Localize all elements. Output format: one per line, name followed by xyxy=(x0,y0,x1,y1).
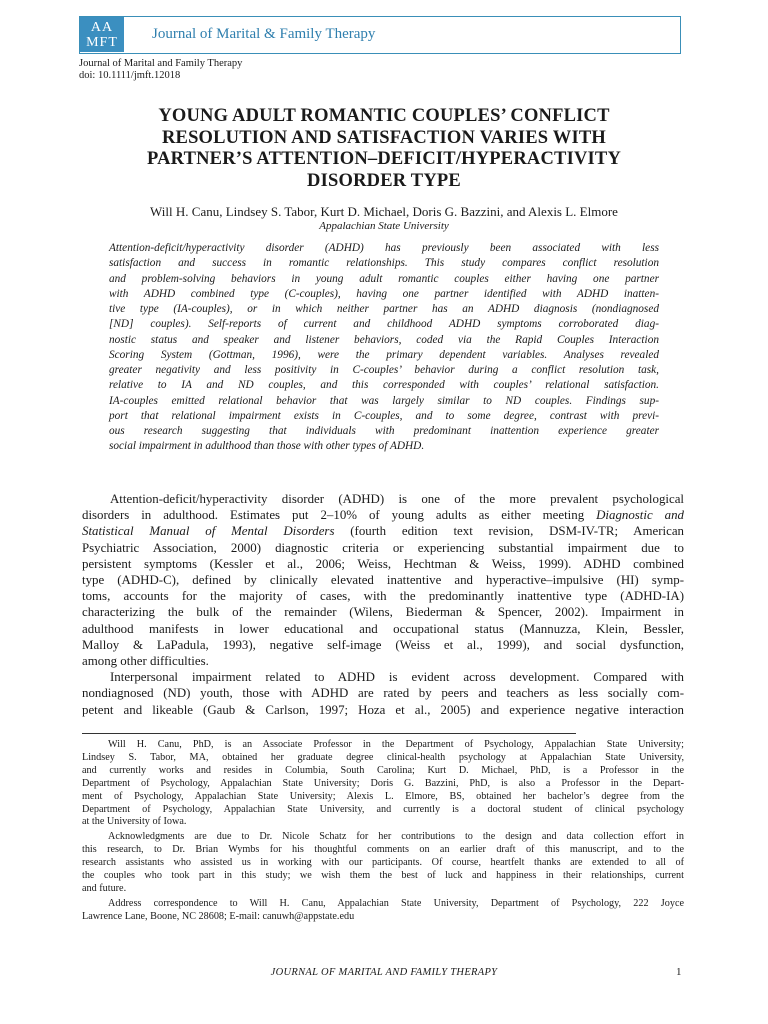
abstract-line: with ADHD combined type (C-couples), having one partner identified with ADHD inatten- xyxy=(109,287,659,300)
abstract-line: ous research suggesting that individuals with predominant inattention experience greater xyxy=(109,425,659,437)
title-line: YOUNG ADULT ROMANTIC COUPLES’ CONFLICT xyxy=(158,106,610,126)
title-line: RESOLUTION AND SATISFACTION VARIES WITH xyxy=(161,127,607,148)
abstract xyxy=(109,241,659,455)
body-line: toms, accounts for the majority of cases, with the predominantly inattentive type (ADHD-IA) xyxy=(82,589,684,604)
title-line: DISORDER TYPE xyxy=(307,170,461,191)
body-line: petent and likeable (Gaub & Carlson, 1997; Hoza et al., 2005) and experience negative interaction xyxy=(82,702,684,717)
aamft-logo xyxy=(80,17,124,52)
body-line: Interpersonal impairment related to ADHD is evident across development. Compared with xyxy=(110,670,684,685)
footnote-line: at the University of Iowa. xyxy=(82,816,187,828)
abstract-line: Scoring System (Gottman, 1996), were the primary dependent variables. Analyses revealed xyxy=(109,348,659,361)
abstract-line: social impairment in adulthood than those with other types of ADHD. xyxy=(109,440,425,453)
abstract-line: IA-couples emitted relational behavior that was largely similar to ND couples. Findings sup- xyxy=(109,394,659,407)
article-meta xyxy=(79,58,242,82)
manual-title-italic: Statistical Manual of Mental Disorders xyxy=(82,524,335,539)
abstract-line: port that relational impairment exists in C-couples, and to some degree, contrast with previ- xyxy=(109,409,659,422)
body-line: Psychiatric Association, 2000) diagnostic criteria or experiencing substantial impairment due to xyxy=(82,540,684,555)
body-text-segment: disorders in adulthood. Estimates put 2–10% of young adults as either meeting xyxy=(82,508,597,523)
footnote-line: the couples who took part in this study; we wish them the best of luck and happiness in their relationships, current xyxy=(82,870,684,882)
body-line xyxy=(82,507,684,523)
abstract-line: Attention-deficit/hyperactivity disorder (ADHD) has previously been associated with less xyxy=(109,242,659,254)
footnote-line: Acknowledgments are due to Dr. Nicole Schatz for her contributions to the design and data collection effort in xyxy=(108,831,684,843)
abstract-line: nostic status and speaker and listener behaviors, coded via the Rapid Couples Interaction xyxy=(109,333,659,346)
footnote-line: Address correspondence to Will H. Canu, Appalachian State University, Department of Psychology, 222 Joyce xyxy=(108,897,684,909)
title-line: PARTNER’S ATTENTION–DEFICIT/HYPERACTIVITY xyxy=(146,149,622,169)
body-line xyxy=(82,523,684,539)
body-line: Attention-deficit/hyperactivity disorder (ADHD) is one of the more prevalent psychological xyxy=(110,492,684,506)
affiliation: Appalachian State University xyxy=(319,220,449,232)
journal-header-banner xyxy=(79,16,681,54)
body-line: adulthood manifests in lower educational and occupational status (Mannuzza, Klein, Bessler, xyxy=(82,621,684,636)
abstract-line: tive type (IA-couples), or in which neither partner has an ADHD diagnosis (nondiagnosed xyxy=(109,303,659,315)
doi-link[interactable]: doi: 10.1111/jmft.12018 xyxy=(79,70,181,81)
logo-line-1: AA xyxy=(90,20,114,35)
footnote-line: this research, to Dr. Brian Wymbs for his thoughtful comments on an earlier draft of this manuscript, and to the xyxy=(82,844,684,856)
abstract-line: and problem-solving behaviors in young adult romantic couples either having one partner xyxy=(109,272,659,285)
author-info-note xyxy=(82,739,684,829)
journal-title: Journal of Marital & Family Therapy xyxy=(152,26,376,42)
footnote-line: research assistants who assisted us in working with our participants. Of course, heartfelt thanks are extended to all of xyxy=(82,857,684,869)
body-line: nondiagnosed (ND) youth, those with ADHD are rated by peers and teachers as less socially com- xyxy=(82,686,684,701)
body-text-segment: (fourth edition text revision, DSM-IV-TR; American xyxy=(334,524,685,539)
footnote-line: and future. xyxy=(82,882,127,894)
article-title xyxy=(82,106,686,192)
footnote-line: and currently works and resides in Columbia, South Carolina; Kurt D. Michael, PhD, is a Professor in the xyxy=(82,764,684,776)
abstract-line: greater negativity and less positivity in C-couples’ behavior during a conflict resolution task, xyxy=(109,364,659,376)
abstract-line: [ND] couples). Self-reports of current and childhood ADHD symptoms corroborated diag- xyxy=(109,318,659,331)
correspondence-note xyxy=(82,898,684,924)
footnote-divider xyxy=(82,733,576,734)
footnote-line: Department of Psychology, Appalachian State University, and currently is a doctoral student of clinical psychology xyxy=(82,803,684,815)
page-number: 1 xyxy=(676,966,682,978)
acknowledgments-note xyxy=(82,831,684,896)
abstract-line: satisfaction and success in romantic relationships. This study compares conflict resolution xyxy=(109,257,659,270)
logo-line-2: MFT xyxy=(86,35,118,50)
body-line: Malloy & LaPadula, 1993), negative self-image (Weiss et al., 1999), and social dysfunction, xyxy=(82,637,684,652)
footnote-line: Lindsey S. Tabor, MA, obtained her graduate degree clinical-health psychology at Appalachian State University, xyxy=(82,751,684,763)
manual-title-italic: Diagnostic and xyxy=(596,508,684,523)
footnote-line: Will H. Canu, PhD, is an Associate Professor in the Department of Psychology, Appalachian State University; xyxy=(108,739,684,750)
footnote-line: ment of Psychology, Appalachian State University; Alexis L. Elmore, BS, obtained her bachelor’s degree from the xyxy=(82,790,684,802)
body-line: among other difficulties. xyxy=(82,654,209,669)
footnote-line: Lawrence Lane, Boone, NC 28608; E-mail: canuwh@appstate.edu xyxy=(82,910,355,922)
body-line: type (ADHD-C), defined by clinically elevated inattentive and hyperactive–impulsive (HI) symp- xyxy=(82,573,684,588)
authors: Will H. Canu, Lindsey S. Tabor, Kurt D. Michael, Doris G. Bazzini, and Alexis L. Elmore xyxy=(150,204,618,219)
journal-name: Journal of Marital and Family Therapy xyxy=(79,58,243,69)
body-line: characterizing the bulk of the remainder (Wilens, Biederman & Spencer, 2002). Impairment in xyxy=(82,605,684,620)
footnote-line: Department of Psychology, Appalachian State University; Doris G. Bazzini, PhD, is also a Professor in the Depart- xyxy=(82,777,684,789)
footnotes xyxy=(82,739,684,926)
body-line: persistent symptoms (Kessler et al., 2006; Weiss, Hechtman & Weiss, 1999). ADHD combined xyxy=(82,556,684,571)
running-footer: JOURNAL OF MARITAL AND FAMILY THERAPY xyxy=(270,967,498,978)
abstract-line: relative to IA and ND couples, and this corresponded with couples’ relational satisfaction. xyxy=(109,379,659,392)
body-text xyxy=(82,491,684,718)
